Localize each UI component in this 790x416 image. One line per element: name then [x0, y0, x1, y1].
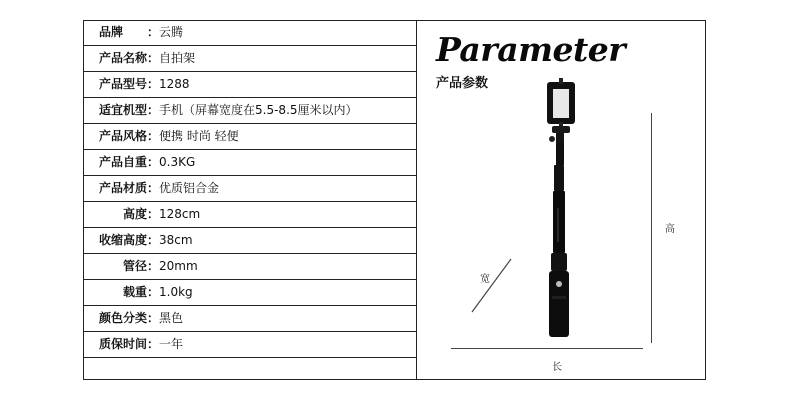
spec-value-text: 便携 时尚 轻便	[159, 129, 239, 143]
spec-value	[147, 228, 193, 253]
spec-value	[147, 20, 183, 45]
spec-key: 品牌	[99, 25, 124, 39]
spec-row-style	[83, 124, 416, 150]
separator: ：	[147, 51, 160, 65]
spec-value	[147, 254, 198, 279]
spec-key: 产品型号	[99, 77, 148, 91]
separator: ：	[147, 311, 160, 325]
separator: ：	[147, 207, 160, 221]
separator: ：	[147, 181, 160, 195]
spec-value	[147, 46, 195, 71]
spec-value	[147, 98, 358, 123]
length-label: 长	[552, 362, 562, 373]
spec-value-text: 一年	[159, 337, 184, 351]
spec-row-material	[83, 176, 416, 202]
spec-row-tube-diameter	[83, 254, 416, 280]
spec-row-name	[83, 46, 416, 72]
spec-key: 适宜机型	[99, 103, 148, 117]
spec-value	[147, 124, 239, 149]
spec-row-weight	[83, 150, 416, 176]
spec-row-folded-height	[83, 228, 416, 254]
parameter-title: Parameter	[436, 30, 626, 69]
spec-value-text: 手机（屏幕宽度在5.5-8.5厘米以内）	[159, 103, 358, 117]
spec-value	[147, 280, 193, 305]
spec-value	[147, 202, 200, 227]
separator: ：	[147, 77, 160, 91]
separator: ：	[147, 285, 160, 299]
spec-row-compatible	[83, 98, 416, 124]
spec-value-text: 1.0kg	[159, 285, 193, 299]
length-dimension-line	[451, 348, 643, 349]
spec-value	[147, 176, 219, 201]
spec-key: 产品名称	[99, 51, 148, 65]
spec-value-text: 38cm	[159, 233, 193, 247]
spec-key: 产品风格	[99, 129, 148, 143]
spec-value-text: 128cm	[159, 207, 201, 221]
spec-key: 产品材质	[99, 181, 148, 195]
parameter-subtitle: 产品参数	[436, 76, 489, 91]
spec-value-text: 黑色	[159, 311, 184, 325]
spec-value-text: 云腾	[159, 25, 184, 39]
separator: ：	[147, 25, 160, 39]
separator: ：	[147, 233, 160, 247]
spec-value-text: 优质铝合金	[159, 181, 220, 195]
separator: ：	[147, 129, 160, 143]
spec-key: 管径	[123, 259, 148, 273]
spec-key: 质保时间	[99, 337, 148, 351]
spec-value-text: 自拍架	[159, 51, 196, 65]
separator: ：	[147, 259, 160, 273]
separator: ：	[147, 155, 160, 169]
spec-row-load	[83, 280, 416, 306]
height-label: 高	[665, 224, 675, 235]
spec-value	[147, 332, 183, 357]
selfie-stick-image	[530, 78, 590, 340]
width-label: 宽	[480, 274, 490, 285]
spec-value-text: 1288	[159, 77, 190, 91]
separator: ：	[147, 337, 160, 351]
spec-row-color	[83, 306, 416, 332]
spec-value	[147, 72, 190, 97]
spec-value	[147, 150, 195, 175]
spec-value-text: 0.3KG	[159, 155, 196, 169]
spec-key: 高度	[123, 207, 148, 221]
spec-row-warranty	[83, 332, 416, 358]
height-dimension-line	[651, 113, 652, 343]
width-dimension-line	[470, 255, 520, 315]
spec-value-text: 20mm	[159, 259, 198, 273]
spec-key: 载重	[123, 285, 148, 299]
separator: ：	[147, 103, 160, 117]
spec-key: 产品自重	[99, 155, 148, 169]
spec-key: 颜色分类	[99, 311, 148, 325]
spec-row-height	[83, 202, 416, 228]
spec-key: 收缩高度	[99, 233, 148, 247]
spec-row-brand	[83, 20, 416, 46]
panel-divider	[416, 20, 417, 380]
spec-value	[147, 306, 183, 331]
spec-row-model	[83, 72, 416, 98]
